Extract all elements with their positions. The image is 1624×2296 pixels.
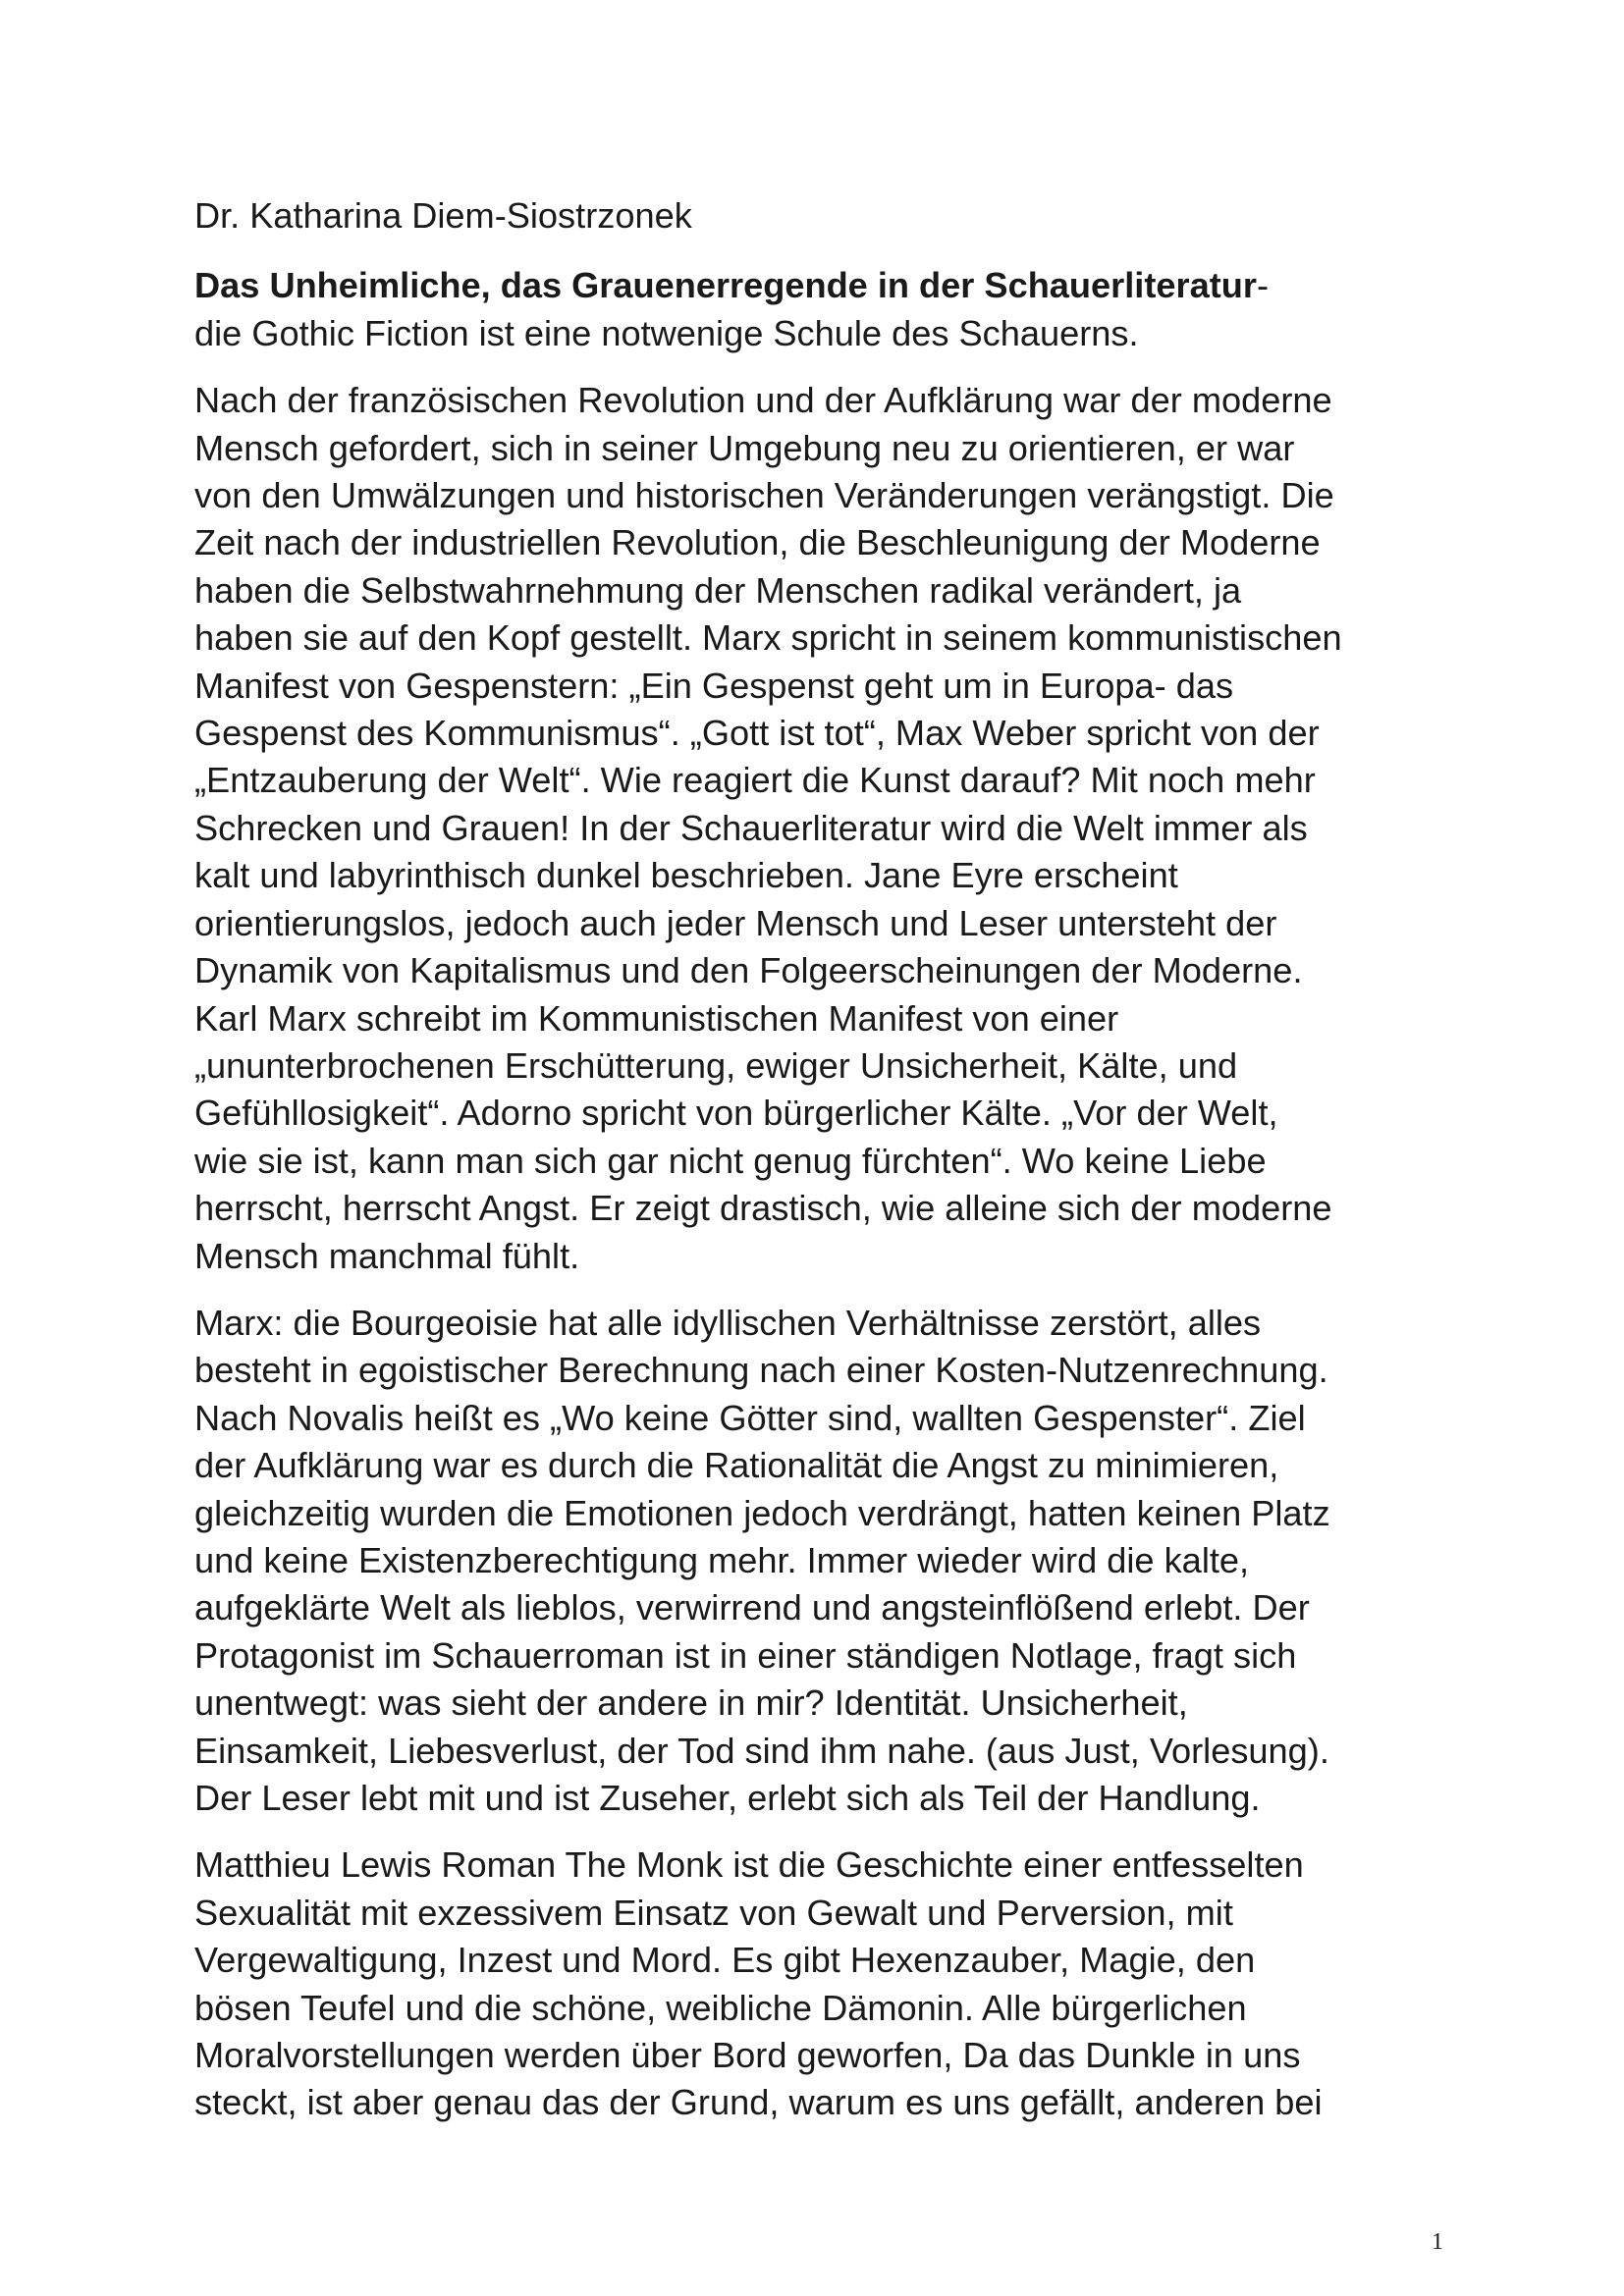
document-subtitle: die Gothic Fiction ist eine notwenige Schule des Schauerns. [194, 312, 1139, 353]
text-line: bösen Teufel und die schöne, weibliche Dämonin. Alle bürgerlichen [194, 1987, 1247, 2028]
text-line: Manifest von Gespenstern: „Ein Gespenst geht um in Europa- das [194, 665, 1234, 706]
text-line: steckt, ist aber genau das der Grund, warum es uns gefällt, anderen bei [194, 2082, 1323, 2123]
text-line: Vergewaltigung, Inzest und Mord. Es gibt Hexenzauber, Magie, den [194, 1940, 1256, 1981]
text-line: Der Leser lebt mit und ist Zuseher, erlebt sich als Teil der Handlung. [194, 1778, 1261, 1818]
text-line: Matthieu Lewis Roman The Monk ist die Geschichte einer entfesselten [194, 1844, 1304, 1886]
text-line: der Aufklärung war es durch die Rationalität die Angst zu minimieren, [194, 1445, 1279, 1486]
text-line: gleichzeitig wurden die Emotionen jedoch verdrängt, hatten keinen Platz [194, 1492, 1330, 1533]
text-line: aufgeklärte Welt als lieblos, verwirrend und angsteinflößend erlebt. Der [194, 1587, 1310, 1629]
text-line: haben sie auf den Kopf gestellt. Marx spricht in seinem kommunistischen [194, 617, 1342, 659]
text-line: Schrecken und Grauen! In der Schauerliteratur wird die Welt immer als [194, 807, 1308, 848]
text-line: Nach der französischen Revolution und der Aufklärung war der moderne [194, 380, 1332, 421]
text-line: „Entzauberung der Welt“. Wie reagiert die Kunst darauf? Mit noch mehr [194, 760, 1316, 801]
text-line: haben die Selbstwahrnehmung der Menschen radikal verändert, ja [194, 569, 1242, 611]
body-paragraph [194, 377, 1451, 1280]
text-line: Karl Marx schreibt im Kommunistischen Manifest von einer [194, 997, 1119, 1039]
text-line: kalt und labyrinthisch dunkel beschrieben. Jane Eyre erscheint [194, 855, 1178, 896]
text-line: Gefühllosigkeit“. Adorno spricht von bürgerlicher Kälte. „Vor der Welt, [194, 1093, 1278, 1134]
paragraphs [194, 377, 1451, 2127]
text-line: unentwegt: was sieht der andere in mir? Identität. Unsicherheit, [194, 1682, 1188, 1724]
text-line: Gespenst des Kommunismus“. „Gott ist tot“, Max Weber spricht von der [194, 713, 1320, 754]
text-line: Mensch gefordert, sich in seiner Umgebung neu zu orientieren, er war [194, 427, 1295, 468]
text-line: und keine Existenzberechtigung mehr. Immer wieder wird die kalte, [194, 1539, 1250, 1580]
page-number: 1 [1432, 2229, 1443, 2255]
text-line: Protagonist im Schauerroman ist in einer ständigen Notlage, fragt sich [194, 1634, 1297, 1676]
text-line: Einsamkeit, Liebesverlust, der Tod sind ihm nahe. (aus Just, Vorlesung). [194, 1730, 1329, 1771]
text-line: Moralvorstellungen werden über Bord geworfen, Da das Dunkle in uns [194, 2035, 1301, 2076]
document-body [194, 192, 1451, 2147]
text-line: Sexualität mit exzessivem Einsatz von Gewalt und Perversion, mit [194, 1892, 1233, 1933]
text-line: Zeit nach der industriellen Revolution, die Beschleunigung der Moderne [194, 522, 1321, 563]
text-line: Marx: die Bourgeoisie hat alle idyllischen Verhältnisse zerstört, alles [194, 1302, 1262, 1343]
text-line: Mensch manchmal fühlt. [194, 1235, 580, 1276]
text-line: Dynamik von Kapitalismus und den Folgeerscheinungen der Moderne. [194, 950, 1303, 991]
title-dash: - [1256, 265, 1270, 306]
text-line: besteht in egoistischer Berechnung nach einer Kosten-Nutzenrechnung. [194, 1350, 1328, 1391]
body-paragraph [194, 1842, 1451, 2126]
text-line: „ununterbrochenen Erschütterung, ewiger Unsicherheit, Kälte, und [194, 1044, 1238, 1086]
text-line: herrscht, herrscht Angst. Er zeigt drastisch, wie alleine sich der moderne [194, 1188, 1332, 1229]
text-line: Nach Novalis heißt es „Wo keine Götter sind, wallten Gespenster“. Ziel [194, 1397, 1306, 1438]
text-line: von den Umwälzungen und historischen Veränderungen verängstigt. Die [194, 475, 1334, 516]
text-line: wie sie ist, kann man sich gar nicht genug fürchten“. Wo keine Liebe [194, 1140, 1267, 1181]
title-line [194, 262, 1451, 309]
document-title: Das Unheimliche, das Grauenerregende in der Schauerliteratur [194, 265, 1257, 306]
body-paragraph [194, 1300, 1451, 1822]
title-block [194, 262, 1451, 357]
author-line: Dr. Katharina Diem-Siostrzonek [194, 195, 692, 236]
text-line: orientierungslos, jedoch auch jeder Mensch und Leser untersteht der [194, 902, 1277, 943]
